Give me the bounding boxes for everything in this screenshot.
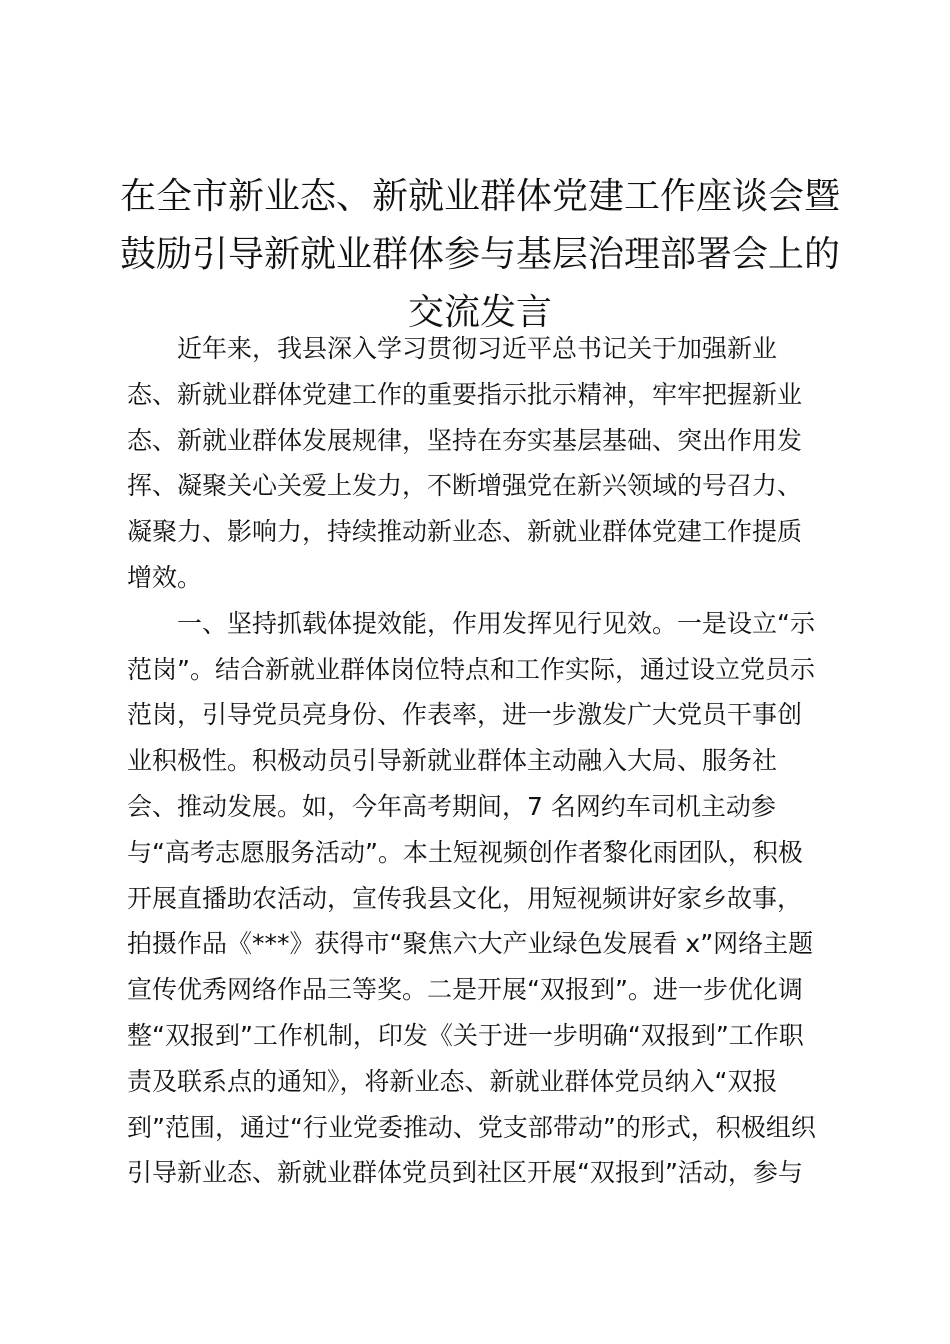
paragraph-1-line-5: 凝聚力、影响力，持续推动新业态、新就业群体党建工作提质 bbox=[127, 517, 803, 547]
paragraph-2-line-5: 会、推动发展。如，今年高考期间，7 名网约车司机主动参 bbox=[127, 791, 776, 821]
paragraph-2-line-7: 开展直播助农活动，宣传我县文化，用短视频讲好家乡故事， bbox=[127, 883, 803, 913]
title-line-3: 交流发言 bbox=[407, 292, 552, 333]
paragraph-2-line-2: 范岗”。结合新就业群体岗位特点和工作实际，通过设立党员示 bbox=[127, 654, 815, 684]
paragraph-2-line-6: 与“高考志愿服务活动”。本土短视频创作者黎化雨团队，积极 bbox=[127, 837, 803, 867]
paragraph-1-line-4: 挥、凝聚关心关爱上发力，不断增强党在新兴领域的号召力、 bbox=[127, 471, 803, 501]
paragraph-2-line-4: 业积极性。积极动员引导新就业群体主动融入大局、服务社 bbox=[127, 746, 778, 776]
paragraph-2-line-11: 责及联系点的通知》，将新业态、新就业群体党员纳入“双报 bbox=[127, 1066, 778, 1096]
paragraph-2-line-12: 到”范围，通过“行业党委推动、党支部带动”的形式，积极组织 bbox=[127, 1112, 816, 1142]
paragraph-2-line-13: 引导新业态、新就业群体党员到社区开展“双报到”活动，参与 bbox=[127, 1158, 803, 1188]
paragraph-2-line-8: 拍摄作品《***》获得市“聚焦六大产业绿色发展看 x”网络主题 bbox=[127, 929, 814, 959]
document-title bbox=[110, 168, 850, 342]
paragraph-2-line-9: 宣传优秀网络作品三等奖。二是开展“双报到”。进一步优化调 bbox=[127, 975, 803, 1005]
paragraph-2-line-1: 一、坚持抓载体提效能，作用发挥见行见效。一是设立“示 bbox=[177, 608, 815, 638]
paragraph-2-line-10: 整“双报到”工作机制，印发《关于进一步明确“双报到”工作职 bbox=[127, 1020, 804, 1050]
paragraph-1-line-2: 态、新就业群体党建工作的重要指示批示精神，牢牢把握新业 bbox=[127, 379, 803, 409]
title-line-1: 在全市新业态、新就业群体党建工作座谈会暨 bbox=[119, 176, 840, 217]
paragraph-1-line-6: 增效。 bbox=[127, 562, 203, 592]
paragraph-2-line-3: 范岗，引导党员亮身份、作表率，进一步激发广大党员干事创 bbox=[127, 700, 803, 730]
title-line-2: 鼓励引导新就业群体参与基层治理部署会上的 bbox=[119, 234, 840, 275]
paragraph-1-line-3: 态、新就业群体发展规律，坚持在夯实基层基础、突出作用发 bbox=[127, 425, 803, 455]
paragraph-1-line-1: 近年来，我县深入学习贯彻习近平总书记关于加强新业 bbox=[177, 334, 778, 363]
document-body bbox=[127, 326, 827, 1196]
